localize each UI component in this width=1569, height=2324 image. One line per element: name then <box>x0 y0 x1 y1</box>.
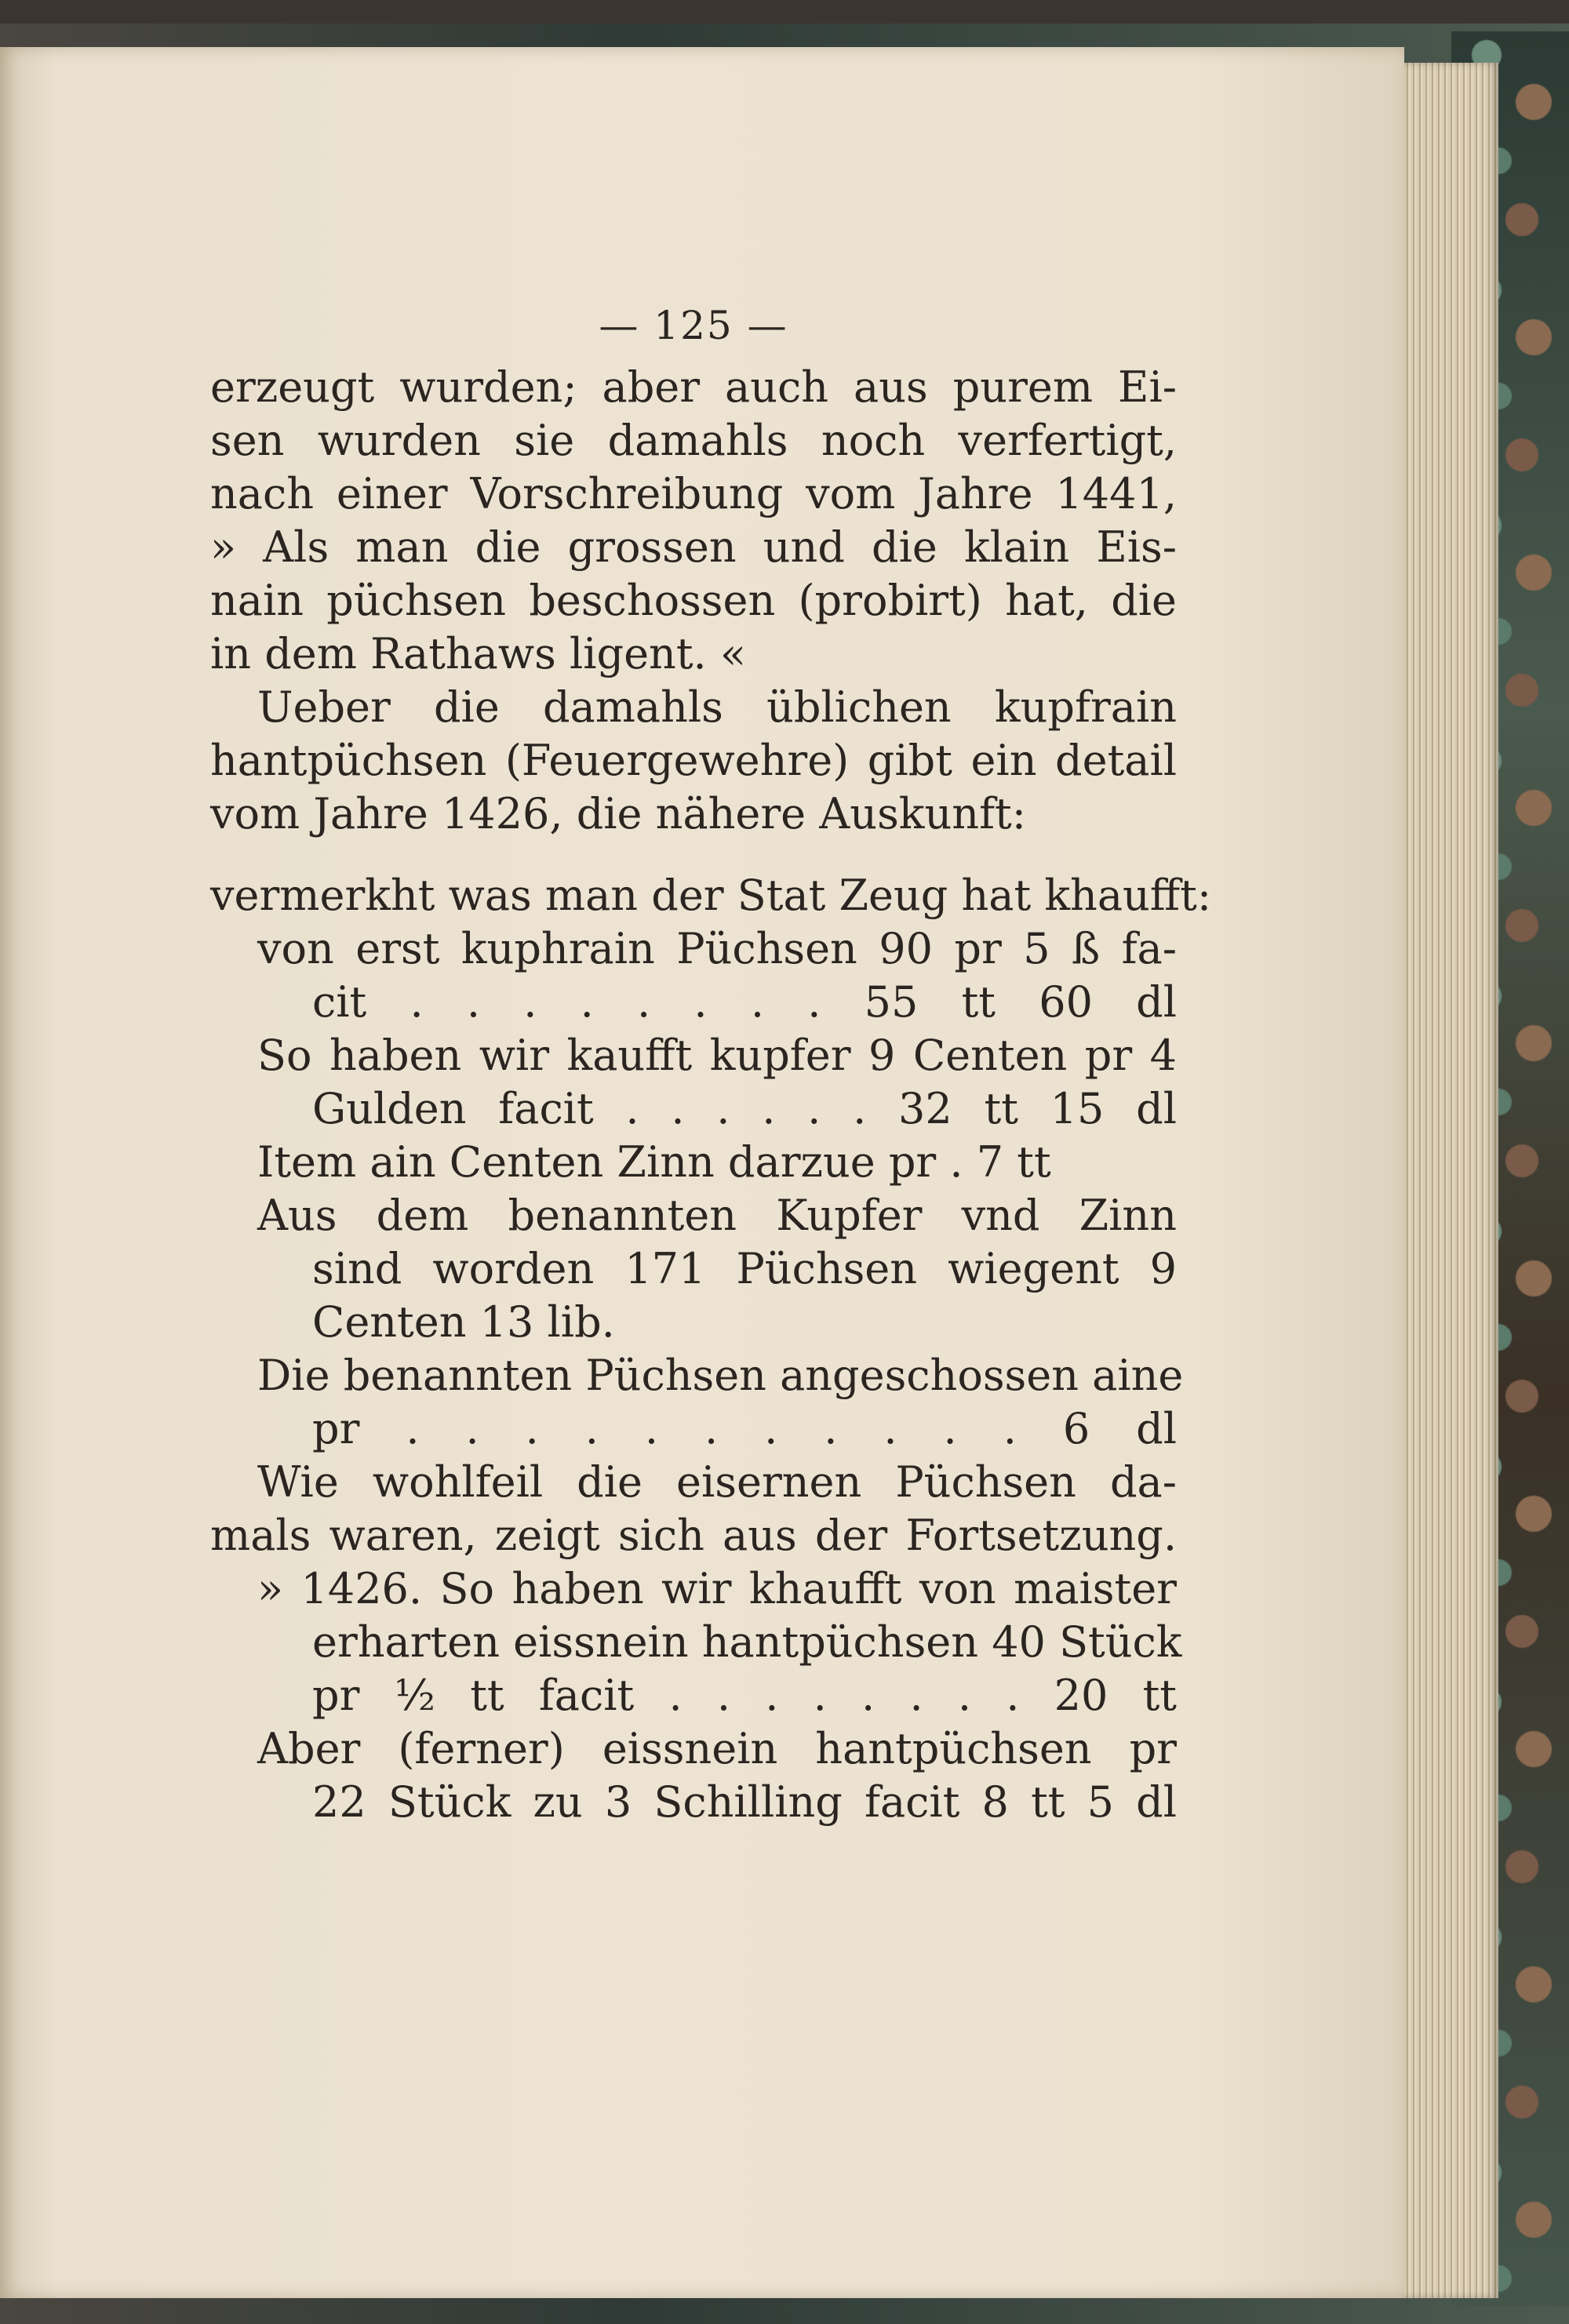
text-line: Die benannten Püchsen angeschossen aine <box>257 1351 1184 1400</box>
text-line: » 1426. So haben wir khaufft von maister <box>257 1564 1177 1613</box>
text-line: Centen 13 lib. <box>312 1297 615 1347</box>
text-line: Item ain Centen Zinn darzue pr . 7 tt <box>257 1137 1051 1187</box>
text-line: nain püchsen beschossen (probirt) hat, die <box>210 576 1177 625</box>
text-line: sen wurden sie damahls noch verfertigt, <box>210 416 1177 465</box>
text-line: mals waren, zeigt sich aus der Fortsetzung. <box>210 1511 1177 1560</box>
text-line: vom Jahre 1426, die nähere Auskunft: <box>210 789 1026 838</box>
text-line: von erst kuphrain Püchsen 90 pr 5 ß fa- <box>257 924 1177 973</box>
text-line: » Als man die grossen und die klain Eis- <box>210 522 1177 572</box>
text-line: Aus dem benannten Kupfer vnd Zinn <box>257 1191 1177 1240</box>
text-line: in dem Rathaws ligent. « <box>210 629 746 678</box>
page-text <box>210 290 1212 1829</box>
text-line: sind worden 171 Püchsen wiegent 9 <box>312 1244 1177 1293</box>
text-line: cit . . . . . . . . 55 tt 60 dl <box>312 977 1177 1027</box>
text-line: nach einer Vorschreibung vom Jahre 1441, <box>210 469 1177 518</box>
text-line: 22 Stück zu 3 Schilling facit 8 tt 5 dl <box>312 1777 1177 1827</box>
text-line: vermerkht was man der Stat Zeug hat khaufft: <box>210 871 1212 920</box>
text-line: Ueber die damahls üblichen kupfrain <box>257 682 1177 732</box>
text-line: So haben wir kaufft kupfer 9 Centen pr 4 <box>257 1031 1177 1080</box>
text-line: pr . . . . . . . . . . . 6 dl <box>312 1404 1177 1453</box>
page-number: — 125 — <box>599 303 788 348</box>
text-line: pr ½ tt facit . . . . . . . . 20 tt <box>312 1671 1177 1720</box>
text-line: Wie wohlfeil die eisernen Püchsen da- <box>257 1457 1177 1507</box>
text-line: erzeugt wurden; aber auch aus purem Ei- <box>210 362 1177 412</box>
text-line: Gulden facit . . . . . . 32 tt 15 dl <box>312 1084 1177 1133</box>
text-line: erharten eissnein hantpüchsen 40 Stück <box>312 1617 1182 1667</box>
text-line: Aber (ferner) eissnein hantpüchsen pr <box>257 1724 1177 1773</box>
page-edges <box>1404 63 1498 2298</box>
text-line: hantpüchsen (Feuergewehre) gibt ein detail <box>210 736 1177 785</box>
paragraph-gap <box>210 841 1177 869</box>
